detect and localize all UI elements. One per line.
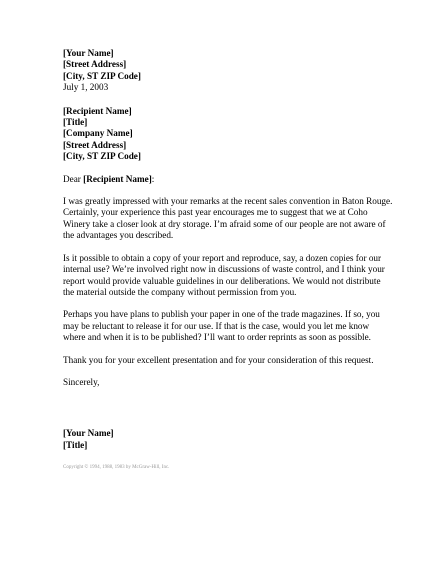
paragraph-line: I was greatly impressed with your remarks at the recent sales convention in Baton Rouge. bbox=[63, 196, 393, 207]
paragraph-line: may be reluctant to release it for our use. If that is the case, would you let me know bbox=[63, 320, 370, 331]
letter-date: July 1, 2003 bbox=[63, 82, 109, 93]
body-paragraph-4 bbox=[63, 355, 403, 366]
salutation-prefix: Dear bbox=[63, 173, 84, 184]
paragraph-line: where and when it is to be published? I’ll want to order reprints as soon as possible. bbox=[63, 332, 371, 343]
paragraph-line: Certainly, your experience this past year encourages me to suggest that we at Coho bbox=[63, 207, 368, 218]
letter-page bbox=[63, 48, 403, 471]
paragraph-line: the material outside the company without permission from you. bbox=[63, 286, 297, 297]
recipient-city: [City, ST ZIP Code] bbox=[63, 151, 141, 162]
paragraph-line: Is it possible to obtain a copy of your report and reproduce, say, a dozen copies for our bbox=[63, 252, 382, 263]
salutation bbox=[63, 174, 403, 185]
recipient-street: [Street Address] bbox=[63, 139, 127, 150]
recipient-block bbox=[63, 106, 403, 163]
body-paragraph-1 bbox=[63, 196, 403, 242]
signature-block bbox=[63, 428, 403, 451]
sender-street: [Street Address] bbox=[63, 59, 127, 70]
sender-block bbox=[63, 48, 403, 94]
closing-text: Sincerely, bbox=[63, 376, 100, 387]
body-paragraph-3 bbox=[63, 309, 403, 343]
paragraph-line: the advantages you described. bbox=[63, 230, 174, 241]
paragraph-line: report would provide valuable guidelines in our deliberations. We would not distribute bbox=[63, 275, 381, 286]
closing bbox=[63, 377, 403, 388]
recipient-name: [Recipient Name] bbox=[63, 105, 132, 116]
signature-name: [Your Name] bbox=[63, 428, 114, 439]
paragraph-line: Thank you for your excellent presentation and for your consideration of this request. bbox=[63, 354, 374, 365]
salutation-suffix: : bbox=[151, 173, 155, 184]
salutation-name: [Recipient Name] bbox=[83, 173, 152, 184]
sender-city: [City, ST ZIP Code] bbox=[63, 70, 141, 81]
paragraph-line: internal use? We’re involved right now in discussions of waste control, and I think your bbox=[63, 264, 385, 275]
paragraph-line: Winery take a closer look at dry storage. I’m afraid some of our people are not aware of bbox=[63, 218, 386, 229]
recipient-company: [Company Name] bbox=[63, 128, 133, 139]
signature-title: [Title] bbox=[63, 439, 88, 450]
paragraph-line: Perhaps you have plans to publish your paper in one of the trade magazines. If so, you bbox=[63, 309, 380, 320]
body-paragraph-2 bbox=[63, 253, 403, 299]
sender-name: [Your Name] bbox=[63, 48, 114, 58]
copyright-notice: Copyright © 1994, 1988, 1983 by McGraw-Hill, Inc. bbox=[63, 465, 170, 471]
recipient-title: [Title] bbox=[63, 117, 88, 128]
